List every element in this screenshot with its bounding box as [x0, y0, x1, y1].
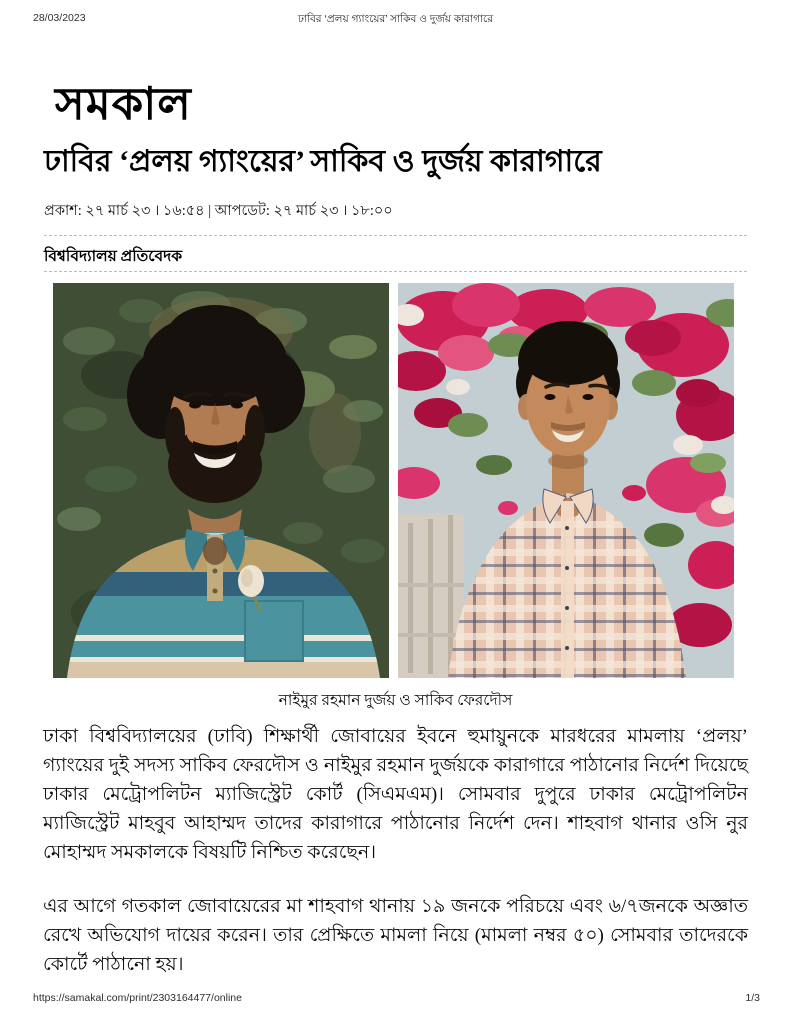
article-headline: ঢাবির ‘প্রলয় গ্যাংয়ের’ সাকিব ও দুর্জয় কারাগারে [44, 145, 602, 178]
separator-bottom [44, 271, 747, 272]
reporter-byline: বিশ্ববিদ্যালয় প্রতিবেদক [44, 248, 183, 265]
footer-page-number: 1/3 [745, 992, 760, 1004]
print-header [0, 10, 791, 26]
print-header-title: ঢাবির ‘প্রলয় গ্যাংয়ের’ সাকিব ও দুর্জয় কারাগারে [297, 13, 494, 25]
print-date: 28/03/2023 [33, 12, 86, 24]
article-body [43, 722, 748, 1004]
photo-naimur-rahman-durjoy [398, 283, 734, 678]
separator-top [44, 235, 747, 236]
print-footer [33, 992, 760, 1004]
article-paragraph-1: ঢাকা বিশ্ববিদ্যালয়ের (ঢাবি) শিক্ষার্থী জোবায়ের ইবনে হুমায়ুনকে মারধরের মামলায় ‘প্রলয়’ গ্যাংয়ের দুই সদস্য সাকিব ফেরদৌস ও নাইমুর রহমান দুর্জয়কে কারাগারে পাঠানোর নির্দেশ দিয়েছে ঢাকার মেট্রোপলিটন ম্যাজিস্ট্রেট কোর্ট (সিএমএম)। সোমবার দুপুরে ঢাকার মেট্রোপলিটন ম্যাজিস্ট্রেট মাহবুব আহাম্মদ তাদের কারাগারে পাঠানোর নির্দেশ দেন। শাহবাগ থানার ওসি নুর মোহাম্মদ সমকালকে বিষয়টি নিশ্চিত করেছেন। [43, 726, 748, 863]
photo-caption: নাইমুর রহমান দুর্জয় ও সাকিব ফেরদৌস [278, 692, 513, 709]
photo-sakib-ferdous [53, 283, 389, 678]
samakal-logo: সমকাল [55, 79, 192, 129]
article-paragraph-2: এর আগে গতকাল জোবায়েরের মা শাহবাগ থানায় ১৯ জনকে পরিচয়ে এবং ৬/৭জনকে অজ্ঞাত রেখে অভিযোগ দায়ের করেন। তার প্রেক্ষিতে মামলা নিয়ে (মামলা নম্বর ৫০) সোমবার তাদেরকে কোর্টে পাঠানো হয়। [43, 896, 748, 975]
publish-update-meta: প্রকাশ: ২৭ মার্চ ২৩ । ১৬:৫৪ | আপডেট: ২৭ মার্চ ২৩ । ১৮:০০ [44, 203, 393, 219]
footer-url: https://samakal.com/print/2303164477/online [33, 992, 242, 1004]
article-photos [53, 283, 734, 678]
